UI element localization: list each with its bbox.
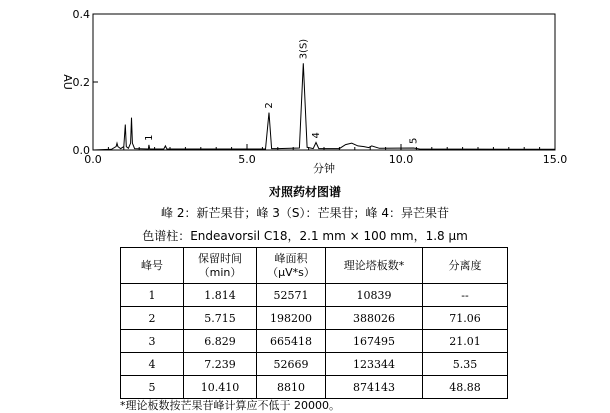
- y-tick-label: 0.2: [72, 76, 90, 89]
- table-header-row: [121, 248, 508, 284]
- header-peak-area: 峰面积 （μV*s）: [257, 248, 326, 284]
- cell-retention-time: 7.239: [184, 353, 257, 376]
- cell-peak-area: 198200: [257, 307, 326, 330]
- cell-peak-area: 52571: [257, 284, 326, 307]
- peak-label: 1: [143, 134, 155, 141]
- cell-peak-no: 4: [121, 353, 184, 376]
- cell-resolution: --: [423, 284, 508, 307]
- cell-retention-time: 5.715: [184, 307, 257, 330]
- peak-identification: 峰 2：新芒果苷；峰 3（S）：芒果苷；峰 4：异芒果苷: [161, 206, 449, 220]
- column-info: 色谱柱：Endeavorsil C18，2.1 mm × 100 mm，1.8 μm: [142, 229, 468, 243]
- cell-resolution: 21.01: [423, 330, 508, 353]
- table-row: [121, 353, 508, 376]
- cell-resolution: 48.88: [423, 376, 508, 399]
- cell-plate-number: 388026: [326, 307, 423, 330]
- peak-label: 4: [310, 132, 322, 139]
- cell-plate-number: 167495: [326, 330, 423, 353]
- cell-peak-area: 8810: [257, 376, 326, 399]
- chromatogram: [0, 0, 610, 180]
- y-tick-label: 0.4: [72, 8, 90, 21]
- x-tick-label: 0.0: [84, 153, 102, 166]
- header-peak-no: 峰号: [121, 248, 184, 284]
- cell-peak-no: 5: [121, 376, 184, 399]
- cell-peak-no: 1: [121, 284, 184, 307]
- header-resolution: 分离度: [423, 248, 508, 284]
- cell-resolution: 71.06: [423, 307, 508, 330]
- y-axis-label: AU: [61, 74, 74, 90]
- table-row: [121, 307, 508, 330]
- header-plate-number: 理论塔板数*: [326, 248, 423, 284]
- cell-peak-area: 665418: [257, 330, 326, 353]
- table-row: [121, 284, 508, 307]
- cell-resolution: 5.35: [423, 353, 508, 376]
- cell-retention-time: 10.410: [184, 376, 257, 399]
- x-tick-label: 5.0: [238, 153, 256, 166]
- cell-plate-number: 123344: [326, 353, 423, 376]
- cell-retention-time: 6.829: [184, 330, 257, 353]
- cell-peak-no: 2: [121, 307, 184, 330]
- plot-frame: [93, 14, 555, 150]
- x-tick-label: 10.0: [388, 153, 414, 166]
- header-retention-time: 保留时间 （min）: [184, 248, 257, 284]
- table-row: [121, 376, 508, 399]
- table-row: [121, 330, 508, 353]
- footnote: *理论板数按芒果苷峰计算应不低于 20000。: [120, 399, 340, 412]
- peak-label: 3(S): [298, 38, 310, 60]
- peak-table: [120, 247, 508, 399]
- y-tick-label: 0.0: [72, 144, 90, 157]
- cell-plate-number: 10839: [326, 284, 423, 307]
- cell-retention-time: 1.814: [184, 284, 257, 307]
- peak-label: 2: [264, 102, 276, 109]
- cell-peak-area: 52669: [257, 353, 326, 376]
- x-axis-label: 分钟: [313, 162, 335, 175]
- chromatogram-trace: [93, 63, 555, 150]
- cell-peak-no: 3: [121, 330, 184, 353]
- x-tick-label: 15.0: [542, 153, 568, 166]
- figure-title: 对照药材图谱: [268, 185, 341, 199]
- cell-plate-number: 874143: [326, 376, 423, 399]
- peak-label: 5: [408, 137, 420, 144]
